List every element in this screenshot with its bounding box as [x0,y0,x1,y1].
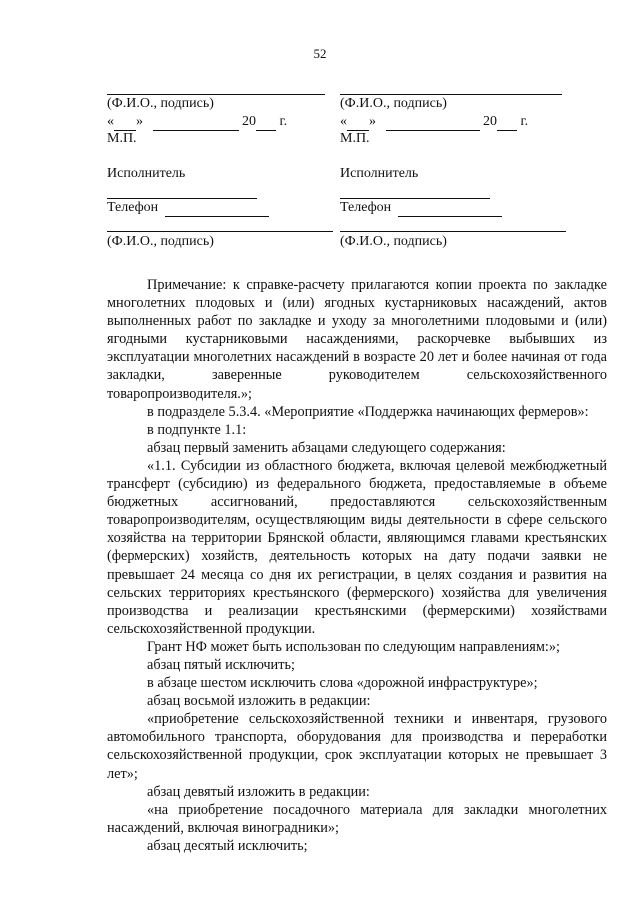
date-line [340,114,528,131]
note-paragraph: Примечание: к справке-расчету прилагаются копии проекта по закладке многолетних плодовых и (или) ягодных кустарниковых насаждений, актов выполненных работ по закладке и уходу за многолетними плодовыми и (или) ягодными кустарниковыми насаждениями, раскорчевке выбывших из эксплуатации многолетних насаждений в возрасте 20 лет и более начиная от года закладки, заверенные руководителем сельскохозяйственного товаропроизводителя.»; [107,277,607,402]
month-blank [386,114,480,131]
amendment-paragraph: абзац восьмой изложить в редакции: [147,693,371,710]
amendment-paragraph: абзац первый заменить абзацами следующего содержания: [147,439,506,456]
amendment-paragraph: в подразделе 5.3.4. «Мероприятие «Поддержка начинающих фермеров»: [147,403,589,420]
date-quote-close: » [136,114,143,129]
quoted-clause-paragraph: «на приобретение посадочного материала для закладки многолетних насаждений, включая виноградники»; [107,801,607,836]
signature-line [107,94,325,95]
date-quote-close: » [369,114,376,129]
year-blank [256,114,276,131]
date-line [107,114,287,131]
fio-signature-label: (Ф.И.О., подпись) [340,96,447,111]
phone-label: Телефон [107,200,159,215]
year-suffix: г. [279,114,288,129]
seal-label: М.П. [107,131,137,146]
amendment-paragraph: абзац десятый исключить; [147,837,308,854]
executor-label: Исполнитель [340,166,419,181]
fio-signature-label: (Ф.И.О., подпись) [340,234,447,249]
phone-line [340,200,502,217]
phone-blank [165,200,269,217]
signature-line [340,231,566,232]
phone-blank [398,200,502,217]
signature-block-right [340,0,568,260]
fio-signature-label: (Ф.И.О., подпись) [107,96,214,111]
signature-line [340,94,562,95]
amendment-paragraph: абзац пятый исключить; [147,656,295,673]
amendment-paragraph: абзац девятый изложить в редакции: [147,783,370,800]
phone-line [107,200,269,217]
executor-label: Исполнитель [107,166,186,181]
amendment-paragraph: в подпункте 1.1: [147,421,247,438]
signature-block-left [107,0,335,260]
executor-line [107,198,257,199]
year-prefix: 20 [242,114,256,129]
date-quote-open: « [340,114,347,129]
quoted-clause-paragraph: «приобретение сельскохозяйственной техники и инвентаря, грузового автомобильного транспорта, оборудования для производства и переработки сельскохозяйственной продукции, срок эксплуатации которых не превышает 3 лет»; [107,711,607,782]
phone-label: Телефон [340,200,392,215]
month-blank [153,114,239,131]
year-blank [497,114,517,131]
fio-signature-label: (Ф.И.О., подпись) [107,234,214,249]
day-blank [347,114,369,131]
signature-line [107,231,333,232]
year-prefix: 20 [483,114,497,129]
document-body [107,276,607,855]
year-suffix: г. [520,114,529,129]
date-quote-open: « [107,114,114,129]
quoted-clause-paragraph: «1.1. Субсидии из областного бюджета, включая целевой межбюджетный трансферт (субсидию) из федерального бюджета, предоставляемые в объеме бюджетных ассигнований, предоставляются сельскохозяйственным товаропроизводителям, осуществляющим виды деятельности в сфере сельского хозяйства на территории Брянской области, являющимся главами крестьянских (фермерских) хозяйств, деятельность которых на дату подачи заявки не превышает 24 месяца со дня их регистрации, в целях создания и развития на сельских территориях крестьянского (фермерского) хозяйства для увеличения производства и реализации крестьянскими (фермерскими) хозяйствами сельскохозяйственной продукции. [107,457,607,637]
amendment-paragraph: Грант НФ может быть использован по следующим направлениям:»; [147,638,560,655]
page-number: 52 [313,46,327,61]
day-blank [114,114,136,131]
amendment-paragraph: в абзаце шестом исключить слова «дорожной инфраструктуре»; [147,675,538,692]
seal-label: М.П. [340,131,370,146]
executor-line [340,198,490,199]
